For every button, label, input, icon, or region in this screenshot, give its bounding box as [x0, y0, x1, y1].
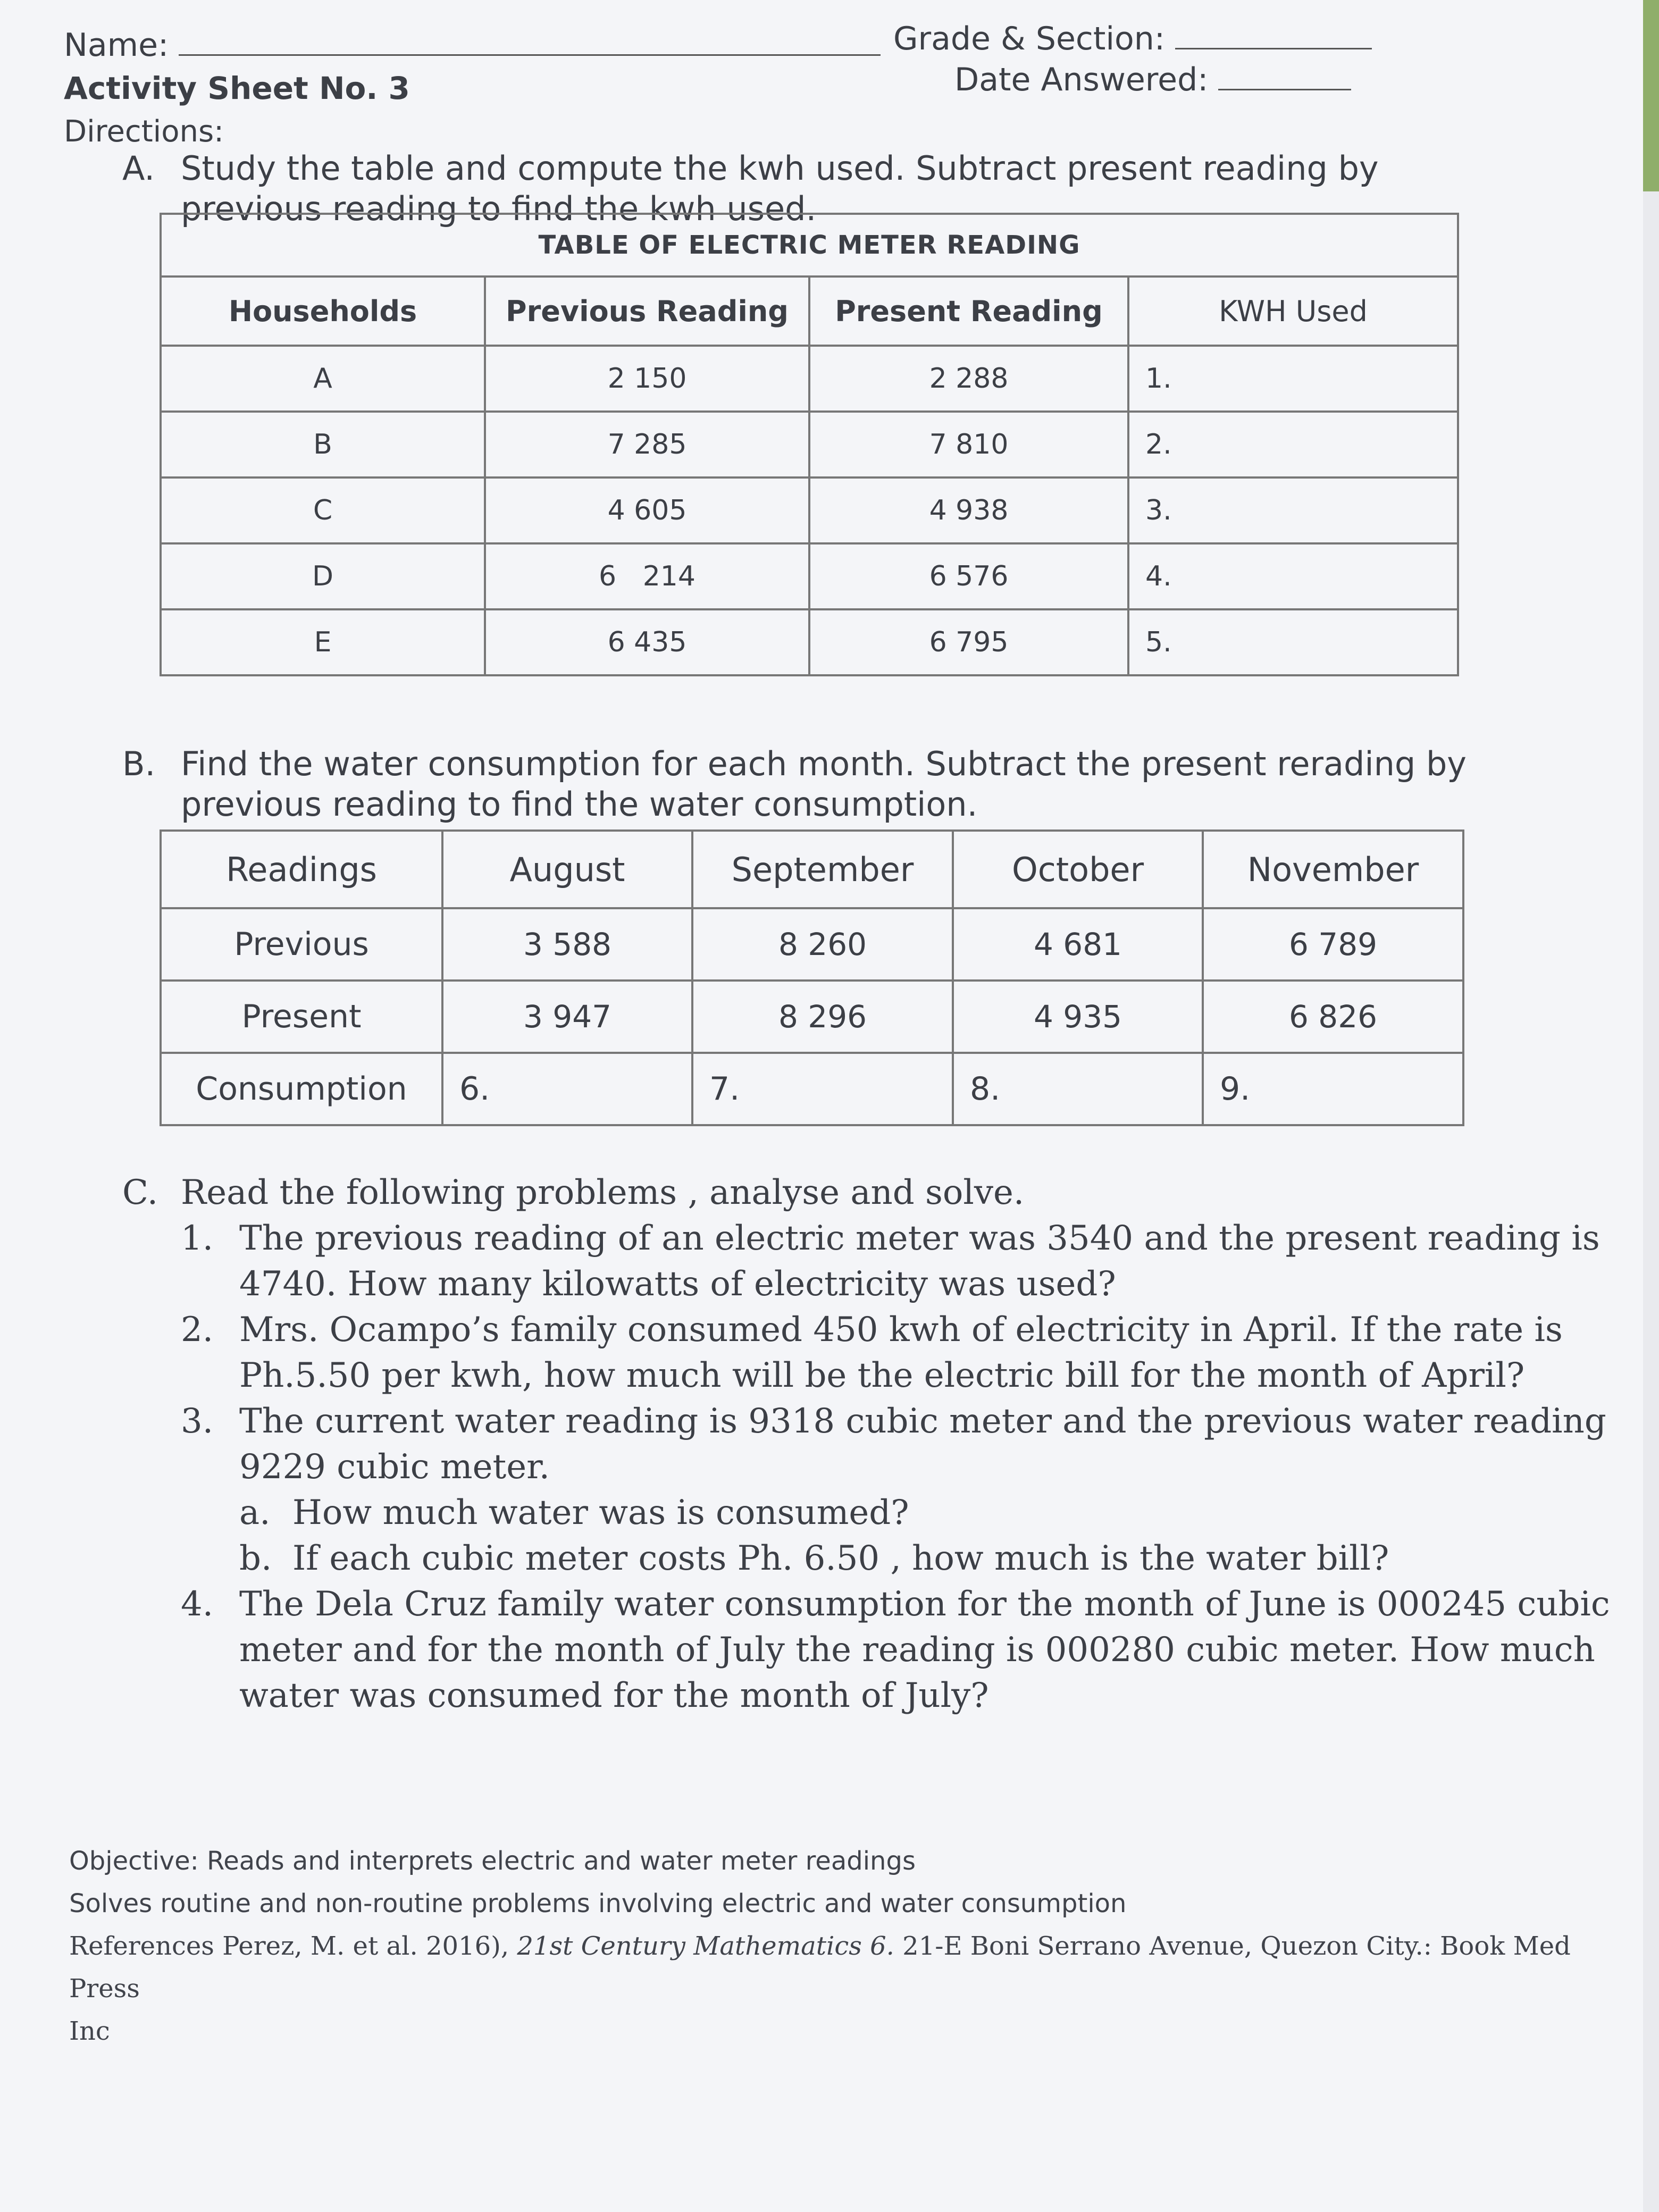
part-c-label: C.: [122, 1173, 158, 1212]
present-cell: 6 576: [809, 543, 1128, 609]
reference-last: Inc: [69, 2016, 110, 2046]
table-row: [161, 412, 1458, 477]
sub-problem-letter: b.: [239, 1539, 272, 1578]
col-kwh-used: KWH Used: [1128, 276, 1458, 346]
grade-blank[interactable]: [1175, 48, 1372, 49]
problem-text: 9229 cubic meter.: [239, 1447, 550, 1487]
col-november: November: [1203, 831, 1463, 908]
present-cell: 4 935: [953, 981, 1203, 1053]
date-label: Date Answered:: [954, 61, 1209, 98]
previous-cell: 6 435: [485, 609, 809, 675]
objective-line-2: Solves routine and non-routine problems involving electric and water consumption: [69, 1889, 1127, 1918]
problem-number: 2.: [181, 1310, 214, 1350]
kwh-answer-cell[interactable]: 4.: [1128, 543, 1458, 609]
row-label-present: Present: [161, 981, 442, 1053]
col-previous-reading: Previous Reading: [485, 276, 809, 346]
household-cell: D: [161, 543, 485, 609]
part-b-line2: previous reading to find the water consumption.: [181, 785, 978, 824]
col-september: September: [692, 831, 953, 908]
problem-number: 4.: [181, 1585, 214, 1624]
reference-title: 21st Century Mathematics 6.: [517, 1931, 894, 1961]
previous-cell: 4 605: [485, 477, 809, 543]
table-row: [161, 908, 1463, 981]
consumption-answer-cell[interactable]: 8.: [953, 1053, 1203, 1125]
row-label-previous: Previous: [161, 908, 442, 981]
previous-cell: 4 681: [953, 908, 1203, 981]
problem-text: 4740. How many kilowatts of electricity was used?: [239, 1264, 1116, 1304]
date-blank[interactable]: [1218, 89, 1351, 90]
present-cell: 7 810: [809, 412, 1128, 477]
kwh-answer-cell[interactable]: 1.: [1128, 346, 1458, 412]
reference-suffix: 21-E Boni Serrano Avenue, Quezon City.: Book Med Press: [69, 1931, 1571, 2004]
name-blank[interactable]: [179, 54, 881, 56]
table-title: TABLE OF ELECTRIC METER READING: [161, 214, 1458, 276]
household-cell: E: [161, 609, 485, 675]
household-cell: B: [161, 412, 485, 477]
part-b-instruction: [122, 742, 1467, 827]
col-august: August: [442, 831, 692, 908]
consumption-answer-cell[interactable]: 7.: [692, 1053, 953, 1125]
table-row: [161, 1053, 1463, 1125]
problem-text: The Dela Cruz family water consumption for the month of June is 000245 cubic: [239, 1585, 1610, 1624]
table-row: [161, 981, 1463, 1053]
col-readings: Readings: [161, 831, 442, 908]
col-october: October: [953, 831, 1203, 908]
grade-label: Grade & Section:: [893, 20, 1165, 57]
problem-text: The current water reading is 9318 cubic meter and the previous water reading: [239, 1402, 1606, 1441]
kwh-answer-cell[interactable]: 5.: [1128, 609, 1458, 675]
part-b-line1: Find the water consumption for each month. Subtract the present rerading by: [181, 744, 1467, 783]
electric-meter-table: [160, 213, 1459, 676]
problem-number: 1.: [181, 1219, 214, 1258]
previous-cell: 8 260: [692, 908, 953, 981]
part-a-label: A.: [122, 149, 155, 188]
previous-cell: 2 150: [485, 346, 809, 412]
household-cell: C: [161, 477, 485, 543]
problem-number: 3.: [181, 1402, 214, 1441]
present-cell: 6 795: [809, 609, 1128, 675]
part-b-label: B.: [122, 744, 156, 783]
sub-problem-text: If each cubic meter costs Ph. 6.50 , how much is the water bill?: [292, 1539, 1389, 1578]
background-edge: [1643, 0, 1659, 191]
previous-cell: 3 588: [442, 908, 692, 981]
consumption-answer-cell[interactable]: 6.: [442, 1053, 692, 1125]
part-c-instruction: Read the following problems , analyse and solve.: [181, 1173, 1025, 1212]
problem-text: water was consumed for the month of July?: [239, 1676, 989, 1715]
present-cell: 4 938: [809, 477, 1128, 543]
activity-title: Activity Sheet No. 3: [64, 70, 410, 106]
reference-line: [69, 1925, 1643, 2010]
part-a-line1: Study the table and compute the kwh used. Subtract present reading by: [181, 149, 1379, 188]
col-households: Households: [161, 276, 485, 346]
present-cell: 6 826: [1203, 981, 1463, 1053]
sub-problem-letter: a.: [239, 1493, 271, 1532]
present-cell: 3 947: [442, 981, 692, 1053]
table-row: [161, 609, 1458, 675]
problem-text: The previous reading of an electric meter was 3540 and the present reading is: [239, 1219, 1600, 1258]
previous-cell: 6 789: [1203, 908, 1463, 981]
table-row: [161, 543, 1458, 609]
reference-prefix: References Perez, M. et al. 2016),: [69, 1931, 517, 1961]
table-row: [161, 477, 1458, 543]
kwh-answer-cell[interactable]: 3.: [1128, 477, 1458, 543]
col-present-reading: Present Reading: [809, 276, 1128, 346]
kwh-answer-cell[interactable]: 2.: [1128, 412, 1458, 477]
part-c: [122, 1170, 1610, 1719]
date-line: [954, 61, 1351, 98]
present-cell: 8 296: [692, 981, 953, 1053]
problem-text: Mrs. Ocampo’s family consumed 450 kwh of electricity in April. If the rate is: [239, 1310, 1563, 1350]
row-label-consumption: Consumption: [161, 1053, 442, 1125]
name-line: [64, 27, 881, 64]
footer: [69, 1840, 1643, 2052]
directions-label: Directions:: [64, 114, 224, 149]
name-label: Name:: [64, 27, 169, 64]
problem-text: Ph.5.50 per kwh, how much will be the electric bill for the month of April?: [239, 1356, 1525, 1395]
table-row: [161, 346, 1458, 412]
previous-cell: 7 285: [485, 412, 809, 477]
part-a-line2: previous reading to find the kwh used.: [181, 189, 817, 228]
sub-problem-text: How much water was is consumed?: [292, 1493, 909, 1532]
grade-line: [893, 20, 1372, 57]
water-consumption-table: [160, 830, 1464, 1126]
problem-text: meter and for the month of July the reading is 000280 cubic meter. How much: [239, 1630, 1595, 1670]
present-cell: 2 288: [809, 346, 1128, 412]
household-cell: A: [161, 346, 485, 412]
previous-cell: 6 214: [485, 543, 809, 609]
objective-line: Objective: Reads and interprets electric and water meter readings: [69, 1846, 916, 1876]
consumption-answer-cell[interactable]: 9.: [1203, 1053, 1463, 1125]
